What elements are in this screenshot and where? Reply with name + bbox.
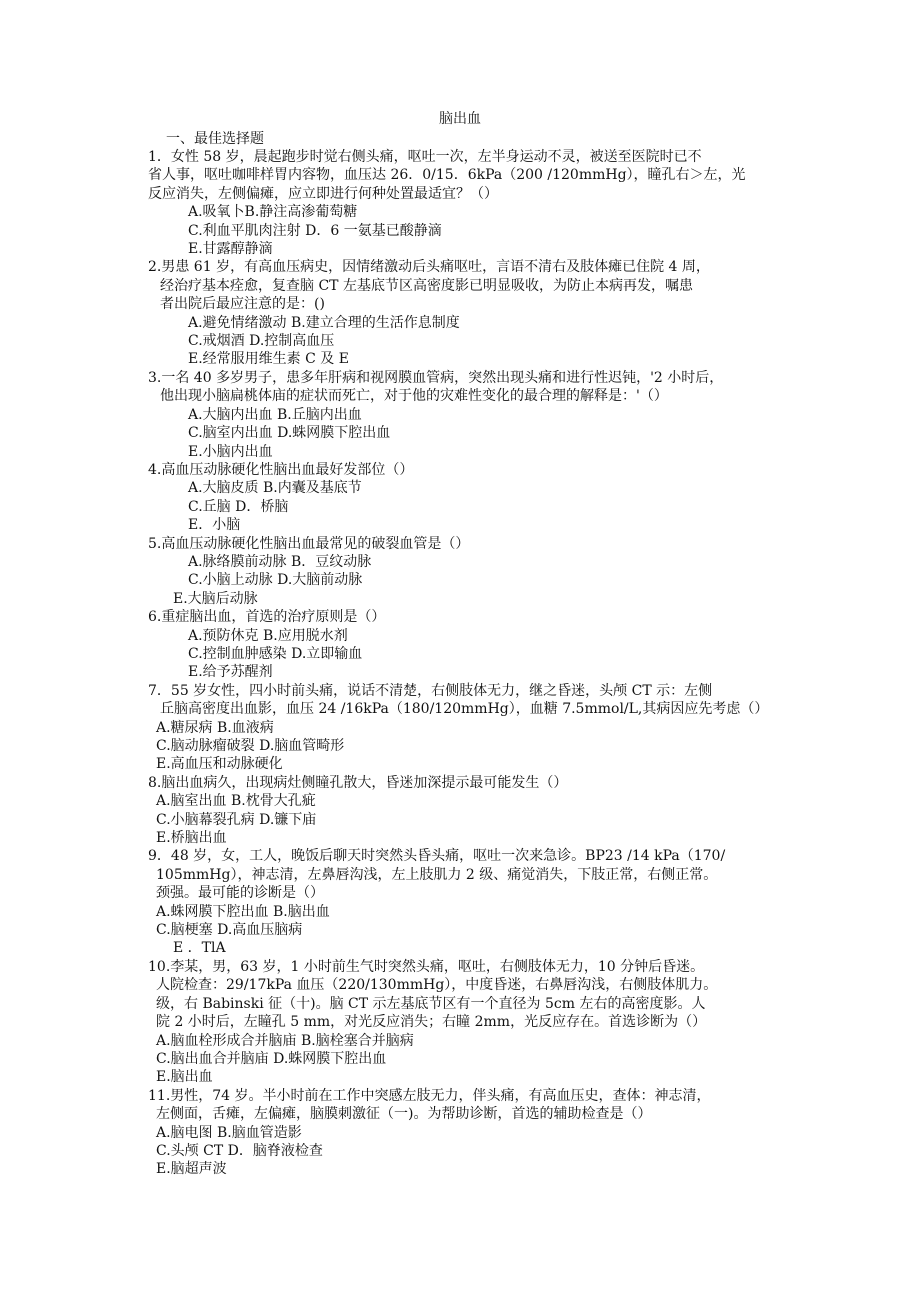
answer-options: E.桥脑出血	[156, 830, 227, 847]
answer-options: E.脑超声波	[156, 1161, 227, 1178]
question-text-line: 105mmHg），神志清，左鼻唇沟浅，左上肢肌力 2 级、痛觉消失，下肢正常，右侧正常。	[156, 866, 718, 883]
question-text-line: 6.重症脑出血，首选的治疗原则是（）	[148, 609, 386, 626]
question-8	[0, 774, 920, 848]
answer-options: E.脑出血	[156, 1069, 213, 1086]
question-text-line: 8.脑出血病久，出现病灶侧瞳孔散大，昏迷加深提示最可能发生（）	[148, 774, 568, 791]
question-text-line: 9．48 岁，女，工人，晚饭后聊天时突然头昏头痛，呕吐一次来急诊。BP23 /14 kPa（170/	[148, 848, 726, 865]
answer-options: E.大脑后动脉	[173, 590, 258, 607]
answer-options: E.小脑内出血	[188, 443, 273, 460]
question-text-line: 颈强。最可能的诊断是（）	[156, 885, 324, 902]
answer-options: A.大脑内出血 B.丘脑内出血	[188, 406, 362, 423]
question-6	[0, 608, 920, 682]
question-text-line: 经治疗基本痊愈，复查脑 CT 左基底节区高密度影已明显吸收，为防止本病再发，嘱患	[160, 277, 693, 294]
answer-options: C.脑梗塞 D.高血压脑病	[156, 922, 303, 939]
question-text-line: 他出现小脑扁桃体庙的症状而死亡，对于他的灾难性变化的最合理的解释是：'（）	[160, 388, 668, 405]
question-9	[0, 847, 920, 957]
question-text-line: 者出院后最应注意的是：()	[160, 296, 325, 313]
answer-options: A.预防休克 B.应用脱水剂	[188, 627, 348, 644]
answer-options: A.糖尿病 B.血液病	[156, 719, 274, 736]
page-title: 脑出血	[439, 111, 481, 127]
question-text-line: 人院检查：29/17kPa 血压（220/130mmHg），中度昏迷，右鼻唇沟浅，右侧肢体肌力。	[156, 977, 718, 994]
question-text-line: 1．女性 58 岁，晨起跑步时觉右侧头痛，呕吐一次，左半身运动不灵，被送至医院时已不	[148, 149, 702, 165]
question-text-line: 5.高血压动脉硬化性脑出血最常见的破裂血管是（）	[148, 535, 470, 552]
section-heading: 一、最佳选择题	[166, 131, 264, 147]
answer-options: E.高血压和动脉硬化	[156, 756, 283, 773]
question-text-line: 7．55 岁女性，四小时前头痛，说话不清楚，右侧肢体无力，继之昏迷，头颅 CT 示：左侧	[148, 682, 713, 699]
question-text-line: 11.男性，74 岁。半小时前在工作中突感左肢无力，伴头痛，有高血压史，查体：神志清，	[148, 1087, 711, 1104]
question-5	[0, 535, 920, 609]
question-list	[0, 148, 920, 1179]
answer-options: E ．TlA	[173, 940, 226, 957]
answer-options: C.利血平肌肉注射 D．6 一氨基已酸静滴	[188, 222, 442, 239]
answer-options: C.脑动脉瘤破裂 D.脑血管畸形	[156, 738, 345, 754]
answer-options: C.小脑上动脉 D.大脑前动脉	[188, 572, 363, 589]
question-text-line: 4.高血压动脉硬化性脑出血最好发部位（）	[148, 461, 414, 478]
answer-options: A.脑电图 B.脑血管造影	[156, 1124, 302, 1141]
answer-options: E.给予苏醒剂	[188, 664, 273, 681]
answer-options: A.脉络膜前动脉 B．豆纹动脉	[188, 553, 372, 570]
answer-options: C.脑出血合并脑庙 D.蛛网膜下腔出血	[156, 1050, 387, 1067]
answer-options: C.戒烟酒 D.控制高血压	[188, 333, 335, 350]
answer-options: A.吸氧卜B.静注高渗葡萄糖	[188, 204, 358, 221]
question-text-line: 左侧面，舌瘫，左偏瘫，脑膜刺激征（一)。为帮助诊断，首选的辅助检查是（）	[156, 1106, 652, 1123]
question-3	[0, 369, 920, 461]
question-text-line: 院 2 小时后，左瞳孔 5 mm，对光反应消失；右瞳 2mm，光反应存在。首选诊断为（）	[156, 1014, 707, 1031]
answer-options: A.脑室出血 B.枕骨大孔疵	[156, 793, 316, 810]
answer-options: E．小脑	[188, 517, 241, 534]
answer-options: C.控制血肿感染 D.立即输血	[188, 645, 363, 662]
question-7	[0, 682, 920, 774]
question-text-line: 丘脑高密度出血影，血压 24 /16kPa（180/120mmHg），血糖 7.5mmol/L,其病因应先考虑（）	[160, 701, 769, 718]
answer-options: C.脑室内出血 D.蛛网膜下腔出血	[188, 425, 391, 442]
question-text-line: 省人事，呕吐咖啡样胃内容物，血压达 26．0/15．6kPa（200 /120mmHg），瞳孔右＞左，光	[148, 167, 746, 184]
answer-options: A.避免情绪激动 B.建立合理的生活作息制度	[188, 314, 460, 331]
answer-options: A.蛛网膜下腔出血 B.脑出血	[156, 903, 330, 920]
question-4	[0, 461, 920, 535]
question-text-line: 级，右 Babinski 征（十)。脑 CT 示左基底节区有一个直径为 5cm 左右的高密度影。人	[156, 995, 706, 1012]
question-text-line: 3.一名 40 多岁男子，患多年肝病和视网膜血管病，突然出现头痛和进行性迟钝，'2 小时后，	[148, 369, 724, 386]
answer-options: C.头颅 CT D．脑脊液检查	[156, 1142, 323, 1159]
question-1	[0, 148, 920, 258]
answer-options: C.丘脑 D．桥脑	[188, 498, 289, 515]
answer-options: A.脑血栓形成合并脑庙 B.脑栓塞合并脑病	[156, 1032, 414, 1049]
answer-options: A.大脑皮质 B.内囊及基底节	[188, 480, 362, 497]
answer-options: C.小脑幕裂孔病 D.镰下庙	[156, 811, 317, 828]
answer-options: E.甘露醇静滴	[188, 241, 273, 258]
answer-options: E.经常服用维生素 C 及 E	[188, 351, 349, 368]
question-text-line: 2.男患 61 岁，有高血压病史，因情绪激动后头痛呕吐，言语不清右及肢体瘫已住院 4 周，	[148, 259, 710, 276]
question-2	[0, 258, 920, 368]
question-11	[0, 1087, 920, 1179]
question-text-line: 10.李某，男，63 岁，1 小时前生气时突然头痛，呕吐，右侧肢体无力，10 分钟后昏迷。	[148, 958, 705, 975]
question-text-line: 反应消失，左侧偏瘫，应立即进行何种处置最适宜？（）	[148, 185, 498, 202]
question-10	[0, 958, 920, 1087]
